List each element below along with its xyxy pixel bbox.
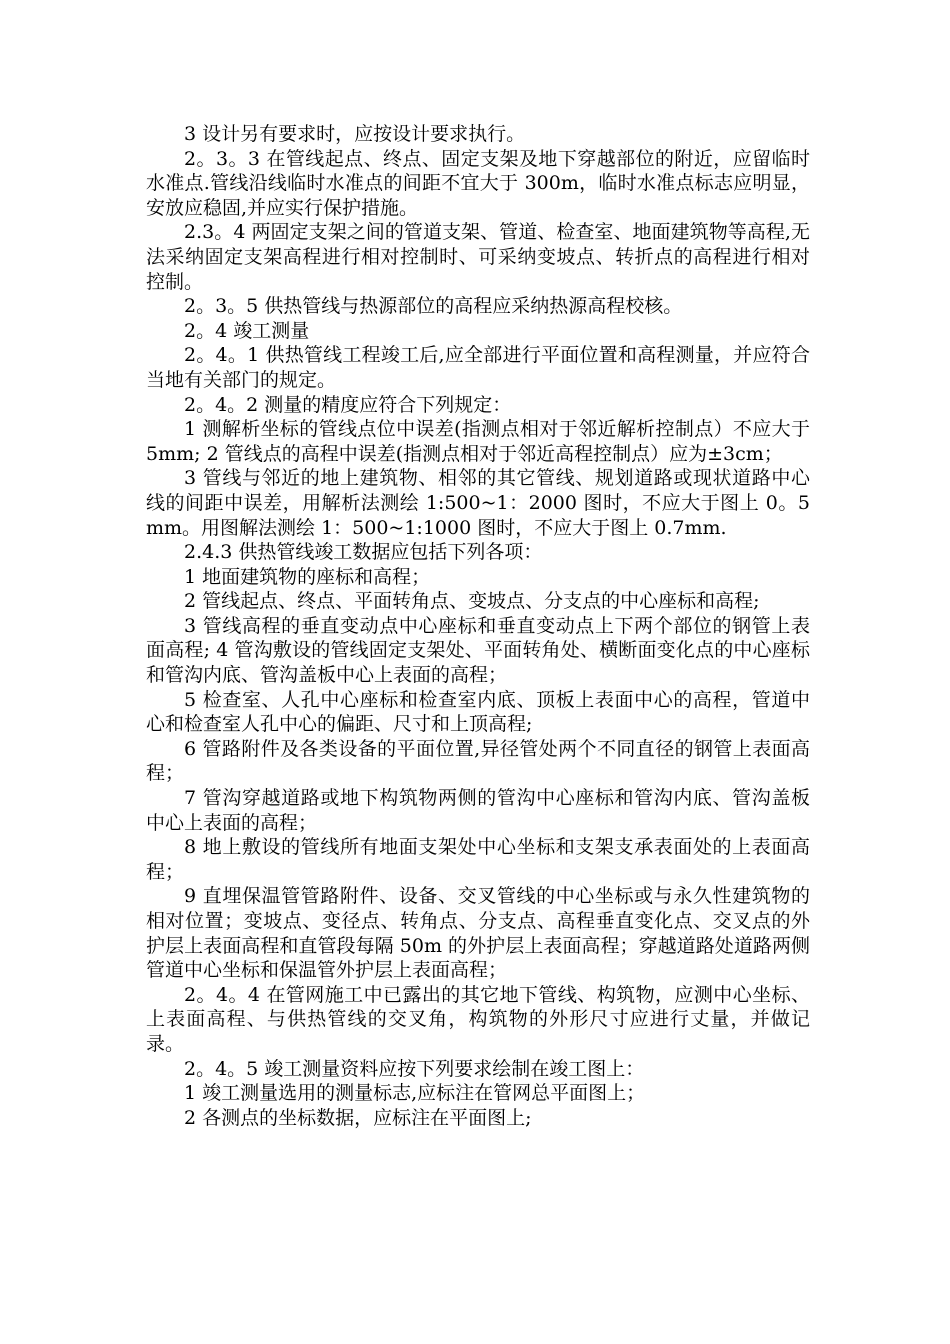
- paragraph-15: 6 管路附件及各类设备的平面位置,异径管处两个不同直径的钢管上表面高程；: [146, 737, 810, 785]
- paragraph-6: 2。4。1 供热管线工程竣工后,应全部进行平面位置和高程测量，并应符合当地有关部门的规定。: [146, 344, 810, 391]
- paragraph-1: 3 设计另有要求时，应按设计要求执行。: [184, 123, 526, 145]
- paragraph-3: 2.3。4 两固定支架之间的管道支架、管道、检查室、地面建筑物等高程,无法采纳固定支架高程进行相对控制时、可采纳变坡点、转折点的高程进行相对控制。: [146, 221, 810, 293]
- paragraph-8: 1 测解析坐标的管线点位中误差(指测点相对于邻近解析控制点）不应大于 5mm; 2 管线点的高程中误差(指测点相对于邻近高程控制点）应为±3cm；: [146, 418, 810, 465]
- paragraph-10: 2.4.3 供热管线竣工数据应包括下列各项：: [184, 541, 543, 564]
- paragraph-12: 2 管线起点、终点、平面转角点、变坡点、分支点的中心座标和高程;: [184, 590, 760, 613]
- paragraph-17: 8 地上敷设的管线所有地面支架处中心坐标和支架支承表面处的上表面高程；: [146, 836, 810, 883]
- paragraph-4: 2。3。5 供热管线与热源部位的高程应采纳热源高程校核。: [184, 295, 683, 318]
- paragraph-18: 9 直埋保温管管路附件、设备、交叉管线的中心坐标或与永久性建筑物的相对位置；变坡点、变径点、转角点、分支点、高程垂直变化点、交叉点的外护层上表面高程和直管段每隔 50m 的外护层上表面高程；穿越道路处道路两侧管道中心坐标和保温管外护层上表面高程；: [146, 885, 810, 982]
- paragraph-2: 2。3。3 在管线起点、终点、固定支架及地下穿越部位的附近，应留临时水准点.管线沿线临时水准点的间距不宜大于 300m，临时水准点标志应明显，安放应稳固,并应实行保护措施。: [146, 147, 810, 219]
- paragraph-11: 1 地面建筑物的座标和高程；: [184, 565, 431, 588]
- document-body: [146, 122, 810, 1130]
- section-heading-2-4: 2。4 竣工测量: [184, 319, 310, 342]
- paragraph-19: 2。4。4 在管网施工中已露出的其它地下管线、构筑物，应测中心坐标、上表面高程、与供热管线的交叉角，构筑物的外形尺寸应进行丈量，并做记录。: [146, 983, 810, 1055]
- paragraph-14: 5 检查室、人孔中心座标和检查室内底、顶板上表面中心的高程，管道中心和检查室人孔中心的偏距、尺寸和上顶高程;: [146, 688, 810, 736]
- paragraph-20: 2。4。5 竣工测量资料应按下列要求绘制在竣工图上：: [184, 1057, 645, 1080]
- paragraph-7: 2。4。2 测量的精度应符合下列规定：: [184, 393, 512, 416]
- paragraph-22: 2 各测点的坐标数据，应标注在平面图上;: [184, 1106, 532, 1129]
- paragraph-13: 3 管线高程的垂直变动点中心座标和垂直变动点上下两个部位的钢管上表面高程; 4 管沟敷设的管线固定支架处、平面转角处、横断面变化点的中心座标和管沟内底、管沟盖板中心上表面的高程；: [146, 614, 810, 687]
- paragraph-21: 1 竣工测量选用的测量标志,应标注在管网总平面图上；: [184, 1082, 646, 1105]
- paragraph-9: 3 管线与邻近的地上建筑物、相邻的其它管线、规划道路或现状道路中心线的间距中误差，用解析法测绘 1:500~1：2000 图时，不应大于图上 0。5mm。用图解法测绘 1：500~1:1000 图时，不应大于图上 0.7mm.: [146, 467, 810, 539]
- paragraph-16: 7 管沟穿越道路或地下构筑物两侧的管沟中心座标和管沟内底、管沟盖板中心上表面的高程；: [146, 787, 810, 834]
